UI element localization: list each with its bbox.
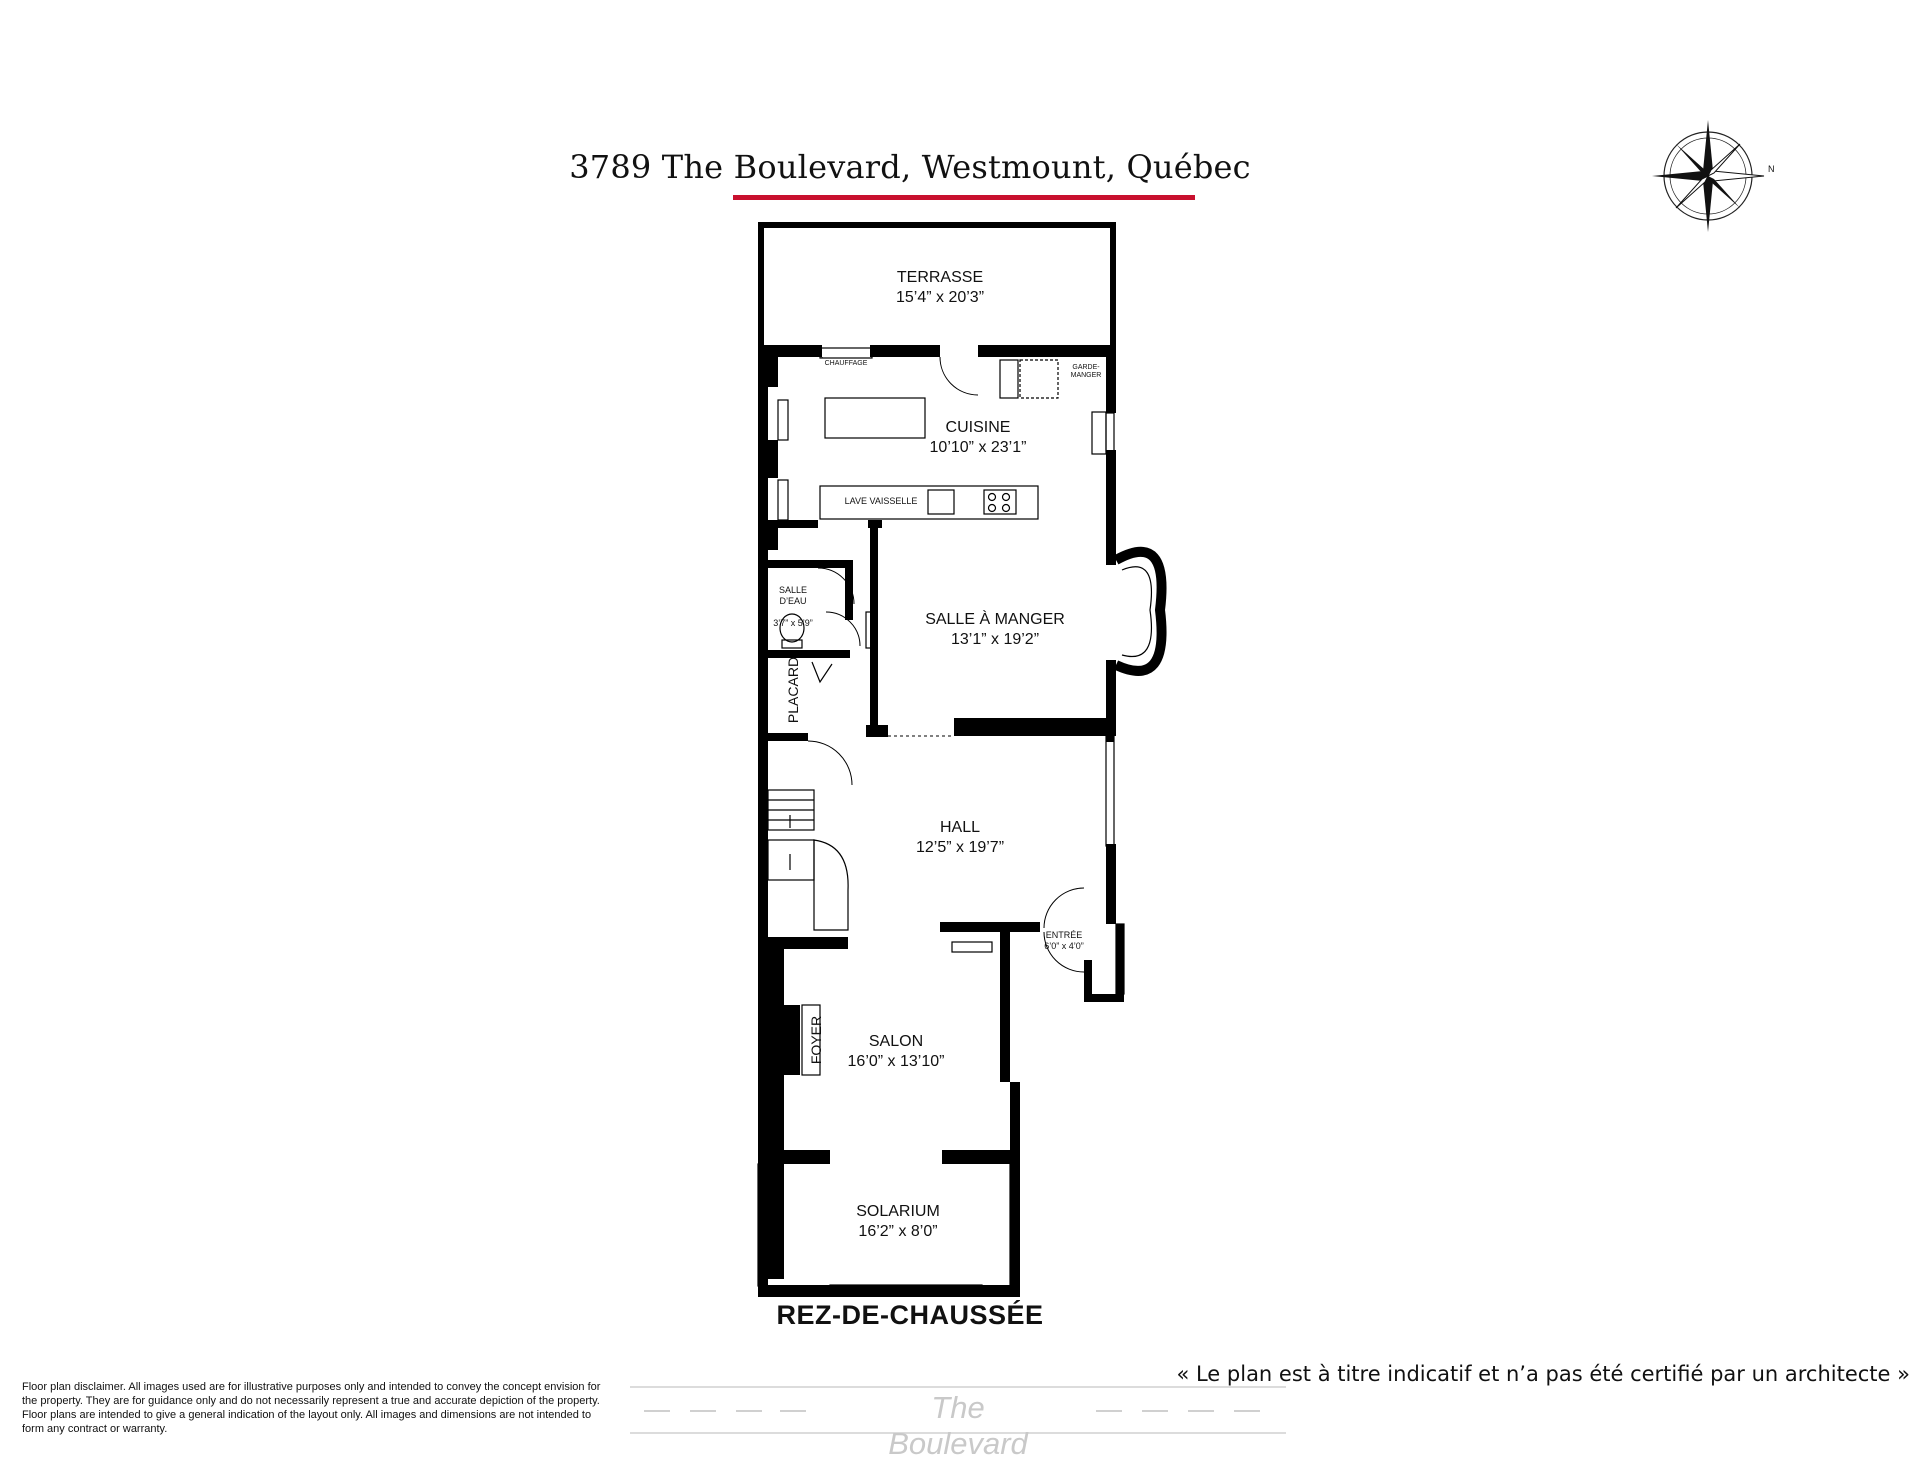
room-solarium-dims: 16’2” x 8’0”	[858, 1223, 938, 1240]
room-entree-name: ENTRÉE	[1045, 930, 1083, 940]
foyer-label	[806, 1000, 826, 1080]
brand-dash	[1096, 1410, 1122, 1412]
walls	[758, 222, 1124, 1297]
brand-dash	[1188, 1410, 1214, 1412]
room-cuisine-name: CUISINE	[945, 419, 1011, 436]
room-cuisine-dims: 10’10” x 23’1”	[929, 439, 1027, 456]
brand-dash	[736, 1410, 762, 1412]
room-salle-eau-dims: 3’7” x 5’9”	[773, 618, 813, 628]
room-placard-name: PLACARD	[785, 656, 801, 724]
brand-dash	[1234, 1410, 1260, 1412]
brand-dash	[1142, 1410, 1168, 1412]
room-placard	[783, 645, 803, 735]
page-title: 3789 The Boulevard, Westmount, Québec	[569, 148, 1251, 186]
room-solarium	[838, 1202, 958, 1242]
room-salon-dims: 16’0” x 13’10”	[847, 1053, 945, 1070]
garde-manger-label: GARDE- MANGER	[1070, 364, 1102, 379]
room-hall-dims: 12’5” x 19’7”	[915, 839, 1005, 856]
room-salon-name: SALON	[868, 1033, 924, 1050]
room-salle-manger-dims: 13’1” x 19’2”	[950, 631, 1040, 648]
disclaimer-note: « Le plan est à titre indicatif et n’a pas été certifié par un architecte »	[1176, 1362, 1910, 1386]
floor-label: REZ-DE-CHAUSSÉE	[776, 1300, 1044, 1330]
brand-dash	[780, 1410, 806, 1412]
room-terrasse	[880, 268, 1000, 308]
room-hall	[900, 818, 1020, 858]
room-hall-name: HALL	[939, 819, 981, 836]
lave-vaisselle-label: LAVE VAISSELLE	[844, 496, 918, 506]
brand-dash	[690, 1410, 716, 1412]
compass-north-label: N	[1768, 164, 1775, 174]
room-terrasse-dims: 15’4” x 20’3”	[895, 289, 985, 306]
room-salle-eau	[768, 574, 818, 640]
room-cuisine	[918, 418, 1038, 458]
room-terrasse-name: TERRASSE	[896, 269, 984, 286]
chauffage-label: CHAUFFAGE	[824, 360, 868, 367]
room-entree	[1034, 930, 1094, 952]
foyer-name: FOYER	[808, 1015, 824, 1065]
kitchen-fixtures	[768, 360, 1106, 1075]
brand-watermark: The Boulevard	[888, 1390, 1028, 1461]
brand-dash	[644, 1410, 670, 1412]
room-salon	[836, 1032, 956, 1072]
room-solarium-name: SOLARIUM	[856, 1203, 940, 1220]
brand-top-line	[630, 1386, 1286, 1388]
room-entree-dims: 6’0” x 4’0”	[1044, 941, 1084, 951]
room-salle-manger-name: SALLE À MANGER	[925, 611, 1065, 628]
room-salle-manger	[920, 610, 1070, 650]
room-salle-eau-name: SALLE D’EAU	[778, 585, 808, 606]
floor-plan-disclaimer: Floor plan disclaimer. All images used are for illustrative purposes only and intended to convey the concept envision for the property. They are for guidance only and do not necessarily represent a true and accurate depiction of the property. Floor plans are intended to give a general indication of the layout only. All images and dimensions are not intended to form any contract or warranty.	[22, 1381, 601, 1435]
